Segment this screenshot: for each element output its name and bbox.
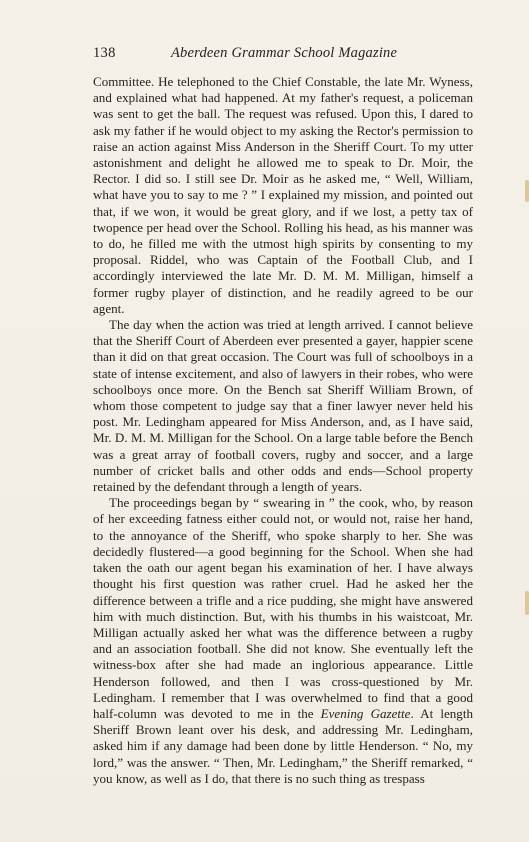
page-edge-mark — [525, 591, 529, 615]
paragraph-committee: Committee. He telephoned to the Chief Constable, the late Mr. Wyness, and explained what had happened. At my father's request, a policeman was sent to get the ball. The request was refused. Upon this, I dared to ask my father if he would object to my asking the Rector's permission to raise an action against Miss Anderson in the Sheriff Court. To my utter astonishment and delight he allowed me to speak to Dr. Moir, the Rector. I did so. I still see Dr. Moir as he asked me, “ Well, William, what have you to say to me ? ” I explained my mission, and pointed out that, if we won, it would be great glory, and if we lost, a petty tax of twopence per head over the School. Rolling his head, as his manner was to do, he filled me with the utmost high spirits by consenting to my proposal. Riddel, who was Captain of the Football Club, and I accordingly interviewed the late Mr. D. M. M. Milligan, himself a former rugby player of distinction, and he readily agreed to be our agent. — [93, 74, 473, 316]
page-edge-mark — [525, 180, 529, 202]
proceedings-text-start: The proceedings began by “ swearing in ” the cook, who, by reason of her exceeding fatness either could not, or would not, raise her hand, to the annoyance of the Sheriff, who spoke sharply to her. She was decidedly flustered—a good beginning for the School. When she had taken the oath our agent began his examination of her. I have always thought his first question was rather cruel. Had he asked her the difference between a trifle and a rice pudding, she might have answered him with much distinction. But, with his thumbs in his waistcoat, Mr. Milligan actually asked her what was the difference between a rugby and an association football. She did not know. She eventually left the witness-box after she had made an inglorious appearance. Little Henderson followed, and then I was cross-questioned by Mr. Ledingham. I remember that I was overwhelmed to find that a good half-column was devoted to me in the — [93, 495, 473, 721]
article-body — [93, 74, 473, 787]
proceedings-text-end: . At length Sheriff Brown leant over his desk, and addressing Mr. Ledingham, asked him if any damage had been done by little Henderson. “ No, my lord,” was the answer. “ Then, Mr. Ledingham,” the Sheriff remarked, “ you know, as well as I do, that there is no such thing as trespass — [93, 705, 473, 786]
paragraph-court-day: The day when the action was tried at length arrived. I cannot believe that the Sheriff Court of Aberdeen ever presented a gayer, happier scene than it did on that great occasion. The Court was full of schoolboys in a state of intense excitement, and also of lawyers in their robes, who were schoolboys once more. On the Bench sat Sheriff William Brown, of whom those competent to judge say that a finer lawyer never held his post. Mr. Ledingham appeared for Miss Anderson, and, as I have said, Mr. D. M. M. Milligan for the School. On a large table before the Bench was a great array of football covers, rugby and soccer, and a large number of cricket balls and other odds and ends—School property retained by the defendant through a length of years. — [93, 317, 473, 495]
running-header — [93, 43, 473, 63]
page-number: 138 — [93, 45, 116, 61]
newspaper-name: Evening Gazette — [320, 705, 411, 721]
paragraph-proceedings — [93, 495, 473, 787]
journal-title: Aberdeen Grammar School Magazine — [171, 45, 398, 61]
